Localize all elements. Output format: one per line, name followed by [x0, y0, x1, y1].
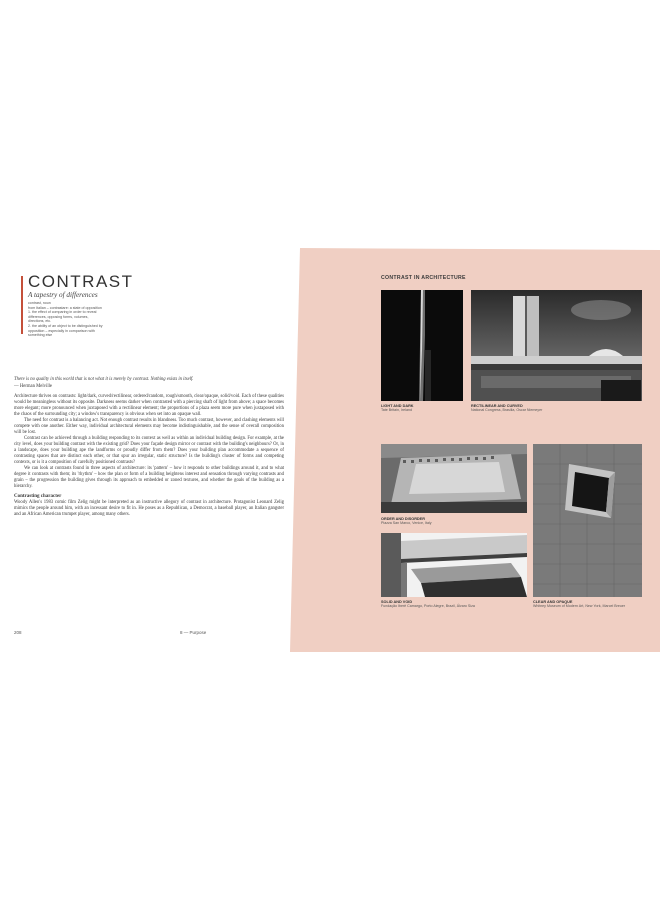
definition-line: from Italian – contrastare: a state of opposition: [28, 305, 102, 310]
caption-title: SOLID AND VOID: [381, 600, 413, 604]
definition-line: directions, etc.: [28, 319, 52, 324]
paragraph: Contrast can be achieved through a building responding to its context as well as within an individual building design. For example, at the city level, does your building contrast with the existing grid? Does your façade design mirror or contrast with the building's neighbours? Or, in a landscape, does your building ape the landforms or proudly differ from them? Does your building plan accommodate a sequence of contrasting spaces that are distinct each other, or that spur an irregular, static structure? Is the building's cluster of forms and competing contexts, or is it a composition of carefully positioned contrasts?: [14, 436, 284, 465]
page-subtitle: A tapestry of differences: [28, 291, 98, 299]
photo-solid-and-void: [381, 533, 527, 597]
definition-line: something else: [28, 333, 53, 338]
photo-light-and-dark: [381, 290, 463, 401]
running-head: 8 — Purpose: [180, 630, 207, 635]
definition-block: [28, 301, 138, 338]
photo-clear-and-opaque: [533, 444, 642, 597]
right-page-title: CONTRAST IN ARCHITECTURE: [381, 275, 466, 281]
caption-text: Tate Britain, Ireland: [381, 408, 412, 412]
definition-line: 2. the ability of an object to be distinguished by: [28, 323, 103, 328]
page-title: CONTRAST: [28, 272, 134, 291]
heading-rule: [21, 276, 23, 334]
epigraph-quote: There is no quality in this world that is not what it is merely by contrast. Nothing exists in itself.: [14, 377, 194, 382]
caption-text: Fundação Iberê Camargo, Porto Alegre, Brazil, Álvaro Siza: [381, 604, 475, 608]
paragraph: Woody Allen's 1983 comic film Zelig might be interpreted as an instructive allegory of contrast in architecture. Protagonist Leonard Zelig mimics the people around him, with an incessant desire to fit in. He poses as a Republican, a Democrat, a baseball player, an Italian gangster and an African American trumpet player, among many others.: [14, 500, 284, 517]
caption-text: Piazza San Marco, Venice, Italy: [381, 521, 432, 525]
definition-line: opposition – especially in comparison with: [28, 328, 95, 333]
body-text: [14, 377, 284, 518]
paragraph: Architecture thrives on contrasts: light/dark, curved/rectilinear, ordered/random, rough/smooth, clear/opaque, solid/void. Each of these qualities would be meaningless without its opposite. Darkness seems darker when contrasted with a piercing shaft of light from above; a space becomes more elegant; more pronounced when juxtaposed with a rectilinear element; the proportions of a plaza seem more pure when juxtaposed with the chaos of the surrounding city; a window's transparency is obvious when set into an opaque wall.: [14, 394, 284, 417]
caption-text: Whitney Museum of Modern Art, New York, Marcel Breuer: [533, 604, 626, 608]
caption-title: RECTILINEAR AND CURVED: [471, 404, 523, 408]
subheading: Contrasting character: [14, 494, 62, 499]
definition-line: contrast, noun: [28, 301, 51, 305]
paragraph: We can look at contrasts found in three aspects of architecture: its 'pattern' – how it responds to other buildings around it, and to what degree it contrasts with them; its 'rhythm' – how the plan or form of a building heightens interest and sensation through varying contrasts and grain – the progression the building gives through its approach to embedded or zoned textures, and whether the goals of the building as a hierarchy.: [14, 466, 284, 489]
photo-order-and-disorder: [381, 444, 527, 513]
book-spread: [0, 248, 660, 652]
definition-line: 1. the effect of comparing in order to reveal: [28, 310, 97, 315]
caption-text: National Congress, Brasilia, Oscar Niemeyer: [471, 408, 543, 412]
caption-title: CLEAR AND OPAQUE: [533, 600, 573, 604]
epigraph-author: — Herman Melville: [14, 384, 53, 389]
definition-line: differences, opposing forms, volumes,: [28, 314, 89, 319]
photo-rectilinear-and-curved: [471, 290, 642, 401]
caption-title: ORDER AND DISORDER: [381, 517, 425, 521]
page-number: 208: [14, 630, 22, 635]
paragraph: The need for contrast is a balancing act. Not enough contrast results in blandness. Too much contrast, however, and clashing elements will compete with one another. Either way, individual architectural elements may become indistinguishable, and the sense of overall composition will be lost.: [14, 418, 284, 435]
caption-title: LIGHT AND DARK: [381, 404, 414, 408]
